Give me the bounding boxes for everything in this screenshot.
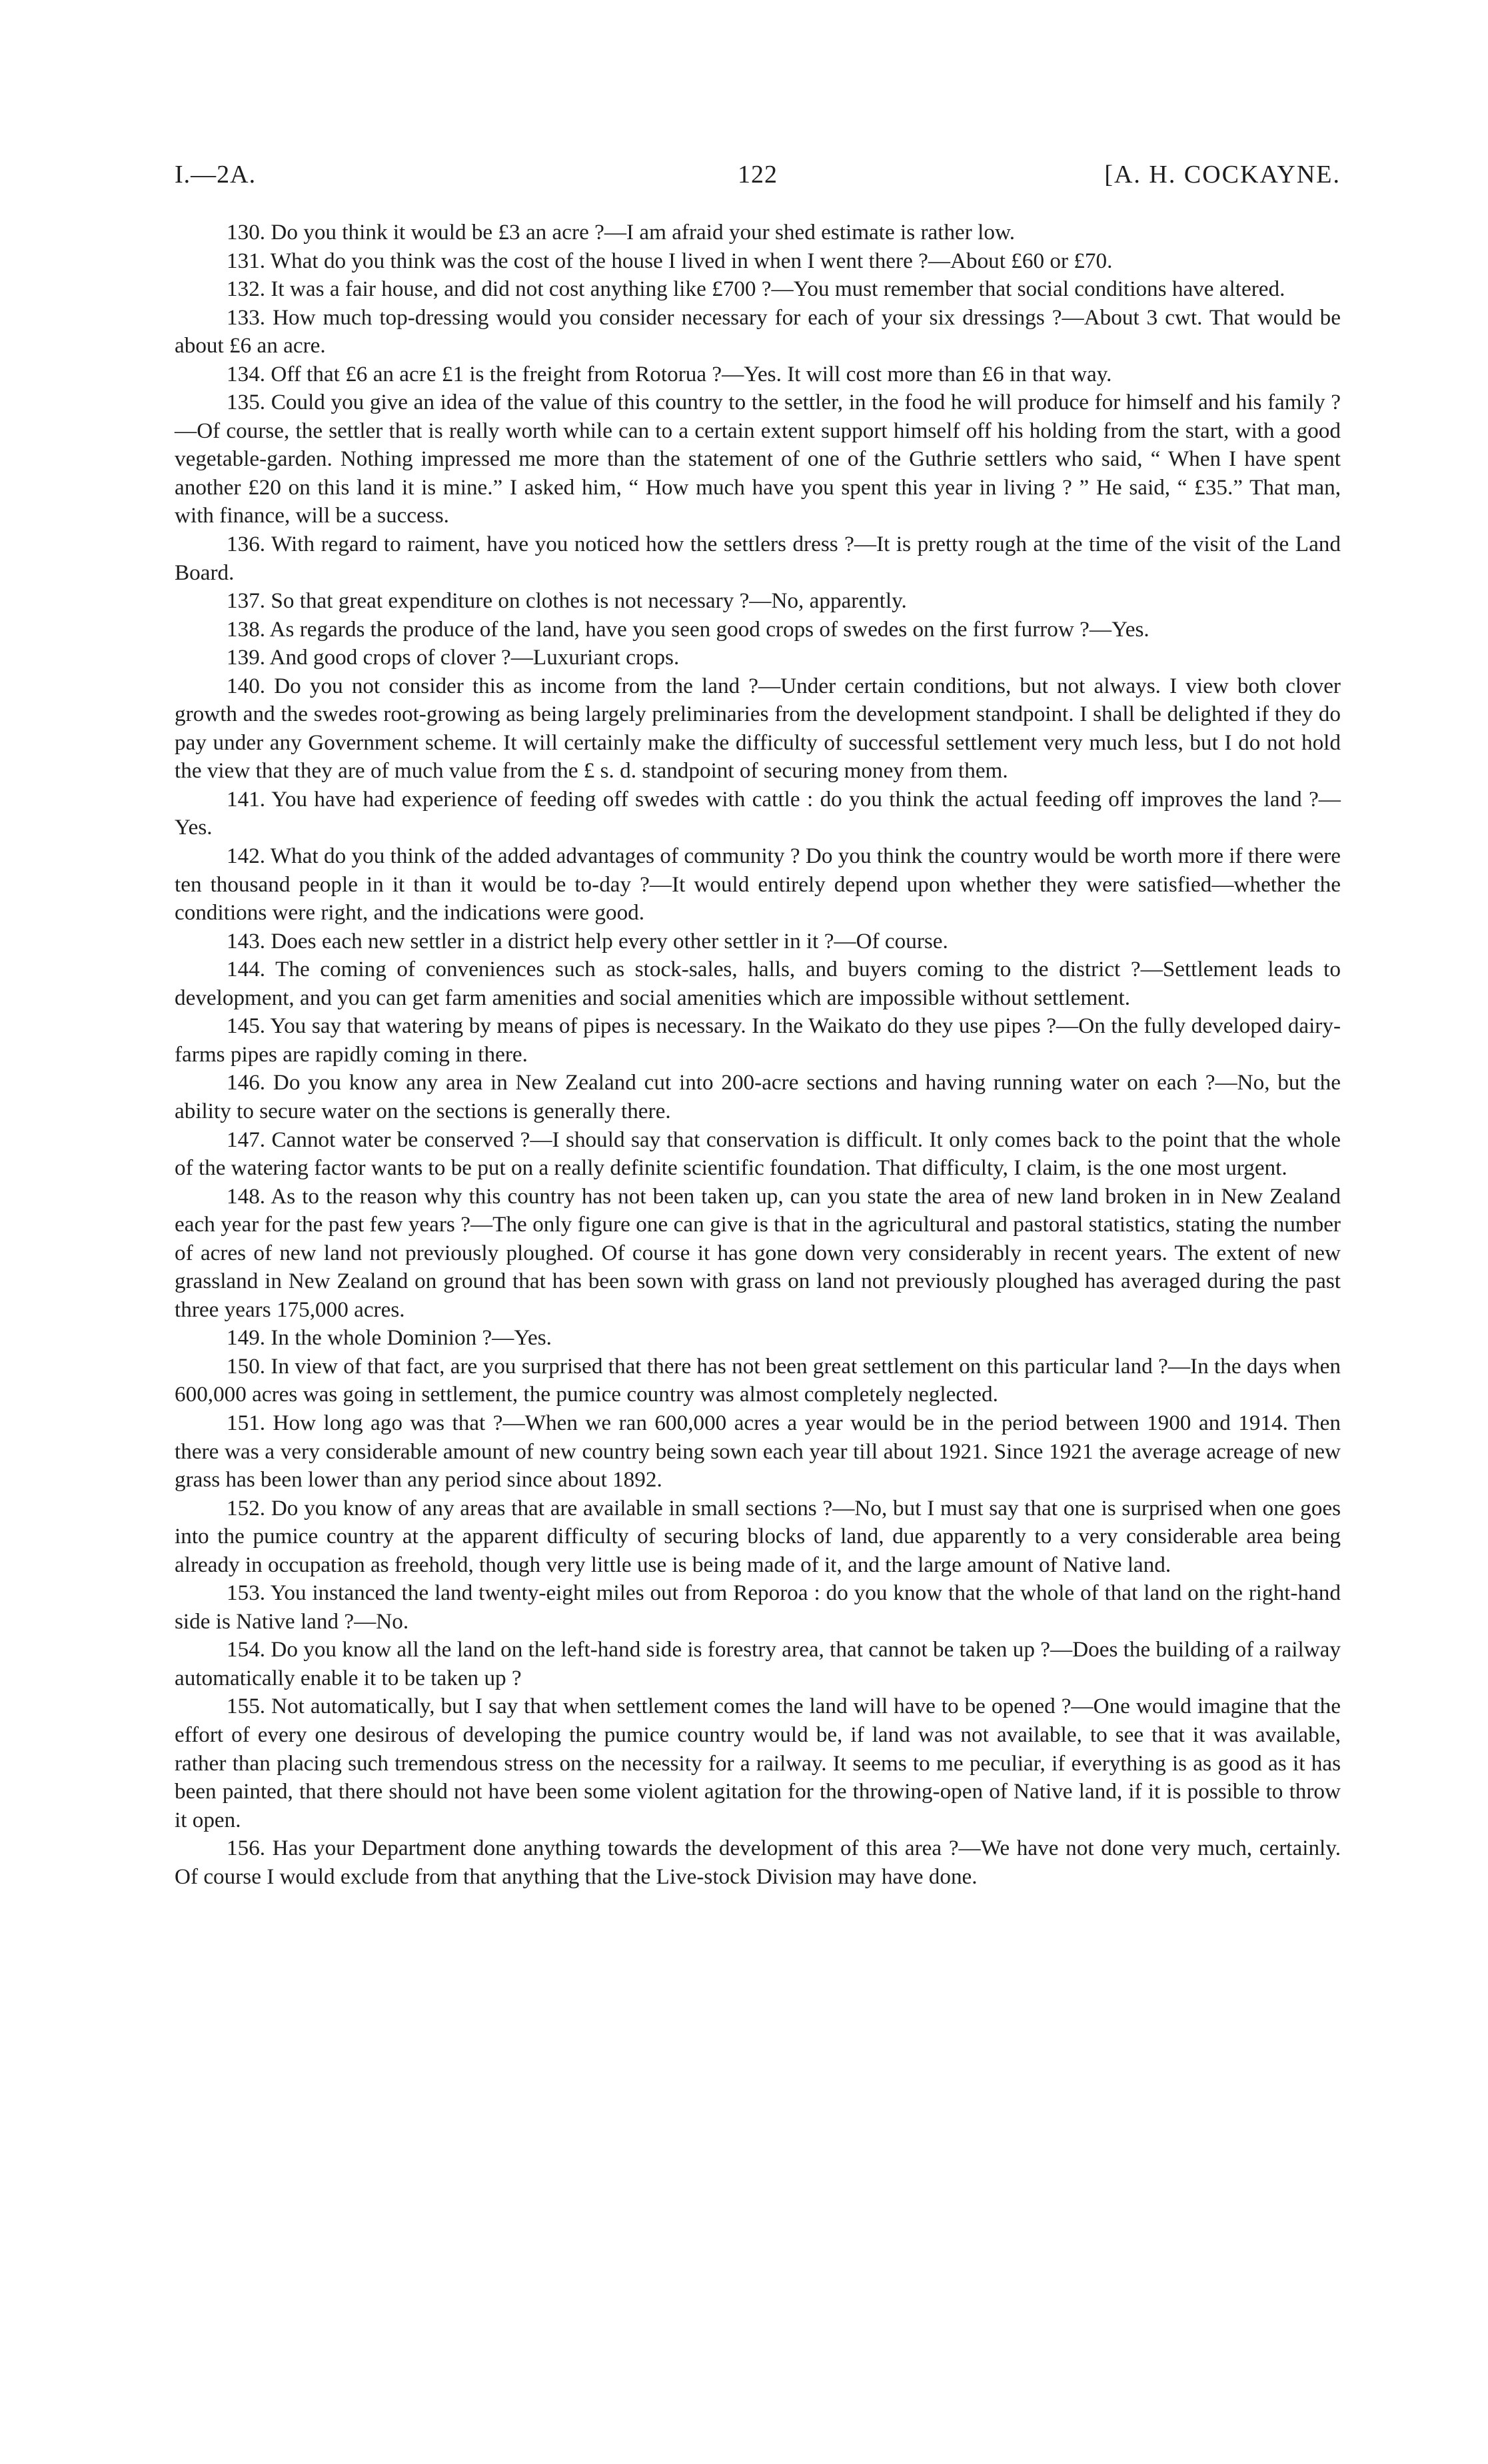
question-answer-135: 135. Could you give an idea of the value of this country to the settler, in the food he will produce for himself and his family ?—Of course, the settler that is really worth while can to a certain extent support himself off his holding from the start, with a good vegetable-garden. Nothing impressed me more than the statement of one of the Guthrie settlers who said, “ When I have spent another £20 on this land it is mine.” I asked him, “ How much have you spent this year in living ? ” He said, “ £35.” That man, with finance, will be a success. bbox=[175, 390, 1341, 528]
question-answer-147: 147. Cannot water be conserved ?—I should say that conservation is difficult. It only comes back to the point that the whole of the watering factor wants to be put on a really definite scientific foundation. That difficulty, I claim, is the one most urgent. bbox=[175, 1127, 1341, 1181]
question-answer-136: 136. With regard to raiment, have you noticed how the settlers dress ?—It is pretty rough at the time of the visit of the Land Board. bbox=[175, 532, 1341, 585]
question-answer-152: 152. Do you know of any areas that are available in small sections ?—No, but I must say that one is surprised when one goes into the pumice country at the apparent difficulty of securing blocks of land, due apparently to a very considerable area being already in occupation as freehold, though very little use is being made of it, and the large amount of Native land. bbox=[175, 1495, 1341, 1577]
question-answer-138: 138. As regards the produce of the land, have you seen good crops of swedes on the first furrow ?—Yes. bbox=[227, 616, 1149, 642]
question-answer-137: 137. So that great expenditure on clothes is not necessary ?—No, apparently. bbox=[227, 588, 907, 614]
question-answer-130: 130. Do you think it would be £3 an acre ?—I am afraid your shed estimate is rather low. bbox=[227, 220, 1016, 245]
document-body bbox=[175, 219, 1341, 1891]
question-answer-139: 139. And good crops of clover ?—Luxuriant crops. bbox=[227, 645, 680, 670]
question-answer-144: 144. The coming of conveniences such as stock-sales, halls, and buyers coming to the district ?—Settlement leads to development, and you can get farm amenities and social amenities which are impossible without settlement. bbox=[175, 957, 1341, 1010]
question-answer-151: 151. How long ago was that ?—When we ran 600,000 acres a year would be in the period between 1900 and 1914. Then there was a very considerable amount of new country being sown each year till about 1921. Since 1921 the average acreage of new grass has been lower than any period since about 1892. bbox=[175, 1410, 1341, 1493]
question-answer-141: 141. You have had experience of feeding off swedes with cattle : do you think the actual feeding off improves the land ?—Yes. bbox=[175, 786, 1341, 840]
question-answer-150: 150. In view of that fact, are you surprised that there has not been great settlement on this particular land ?—In the days when 600,000 acres was going in settlement, the pumice country was almost completely neglected. bbox=[175, 1353, 1341, 1407]
question-answer-140: 140. Do you not consider this as income from the land ?—Under certain conditions, but not always. I view both clover growth and the swedes root-growing as being largely preliminaries from the development standpoint. I shall be delighted if they do pay under any Government scheme. It will certainly make the difficulty of successful settlement very much less, but I do not hold the view that they are of much value from the £ s. d. standpoint of securing money from them. bbox=[175, 673, 1341, 784]
question-answer-133: 133. How much top-dressing would you consider necessary for each of your six dressings ?—About 3 cwt. That would be about £6 an acre. bbox=[175, 305, 1341, 358]
page-number: 122 bbox=[738, 161, 778, 189]
question-answer-148: 148. As to the reason why this country has not been taken up, can you state the area of new land broken in in New Zealand each year for the past few years ?—The only figure one can give is that in the agricultural and pastoral statistics, stating the number of acres of new land not previously ploughed. Of course it has gone down very considerably in recent years. The extent of new grassland in New Zealand on ground that has been sown with grass on land not previously ploughed has averaged during the past three years 175,000 acres. bbox=[175, 1183, 1341, 1322]
question-answer-156: 156. Has your Department done anything towards the development of this area ?—We have not done very much, certainly. Of course I would exclude from that anything that the Live-stock Division may have done. bbox=[175, 1836, 1341, 1889]
question-answer-134: 134. Off that £6 an acre £1 is the freight from Rotorua ?—Yes. It will cost more than £6 in that way. bbox=[227, 361, 1112, 386]
page-header bbox=[175, 160, 1341, 200]
question-answer-145: 145. You say that watering by means of pipes is necessary. In the Waikato do they use pipes ?—On the fully developed dairy-farms pipes are rapidly coming in there. bbox=[175, 1013, 1341, 1067]
parliamentary-paper-reference: I.—2A. bbox=[175, 161, 257, 189]
question-answer-153: 153. You instanced the land twenty-eight miles out from Reporoa : do you know that the whole of that land on the right-hand side is Native land ?—No. bbox=[175, 1580, 1341, 1634]
question-answer-155: 155. Not automatically, but I say that when settlement comes the land will have to be opened ?—One would imagine that the effort of every one desirous of developing the pumice country would be, if land was not available, to see that it was available, rather than placing such tremendous stress on the necessity for a railway. It seems to me peculiar, if everything is as good as it has been painted, that there should not have been some violent agitation for the throwing-open of Native land, if it is possible to throw it open. bbox=[175, 1694, 1341, 1832]
question-answer-143: 143. Does each new settler in a district help every other settler in it ?—Of course. bbox=[227, 928, 948, 953]
question-answer-154: 154. Do you know all the land on the left-hand side is forestry area, that cannot be taken up ?—Does the building of a railway automatically enable it to be taken up ? bbox=[175, 1637, 1341, 1690]
question-answer-131: 131. What do you think was the cost of the house I lived in when I went there ?—About £60 or £70. bbox=[227, 248, 1113, 273]
question-answer-132: 132. It was a fair house, and did not cost anything like £700 ?—You must remember that social conditions have altered. bbox=[227, 277, 1285, 302]
question-answer-149: 149. In the whole Dominion ?—Yes. bbox=[227, 1325, 552, 1351]
question-answer-142: 142. What do you think of the added advantages of community ? Do you think the country would be worth more if there were ten thousand people in it than it would be to-day ?—It would entirely depend upon whether they were satisfied—whether the conditions were right, and the indications were good. bbox=[175, 844, 1341, 925]
question-answer-146: 146. Do you know any area in New Zealand cut into 200-acre sections and having running water on each ?—No, but the ability to secure water on the sections is generally there. bbox=[175, 1070, 1341, 1123]
witness-name: [A. H. COCKAYNE. bbox=[1104, 161, 1341, 189]
document-page bbox=[175, 160, 1341, 1891]
